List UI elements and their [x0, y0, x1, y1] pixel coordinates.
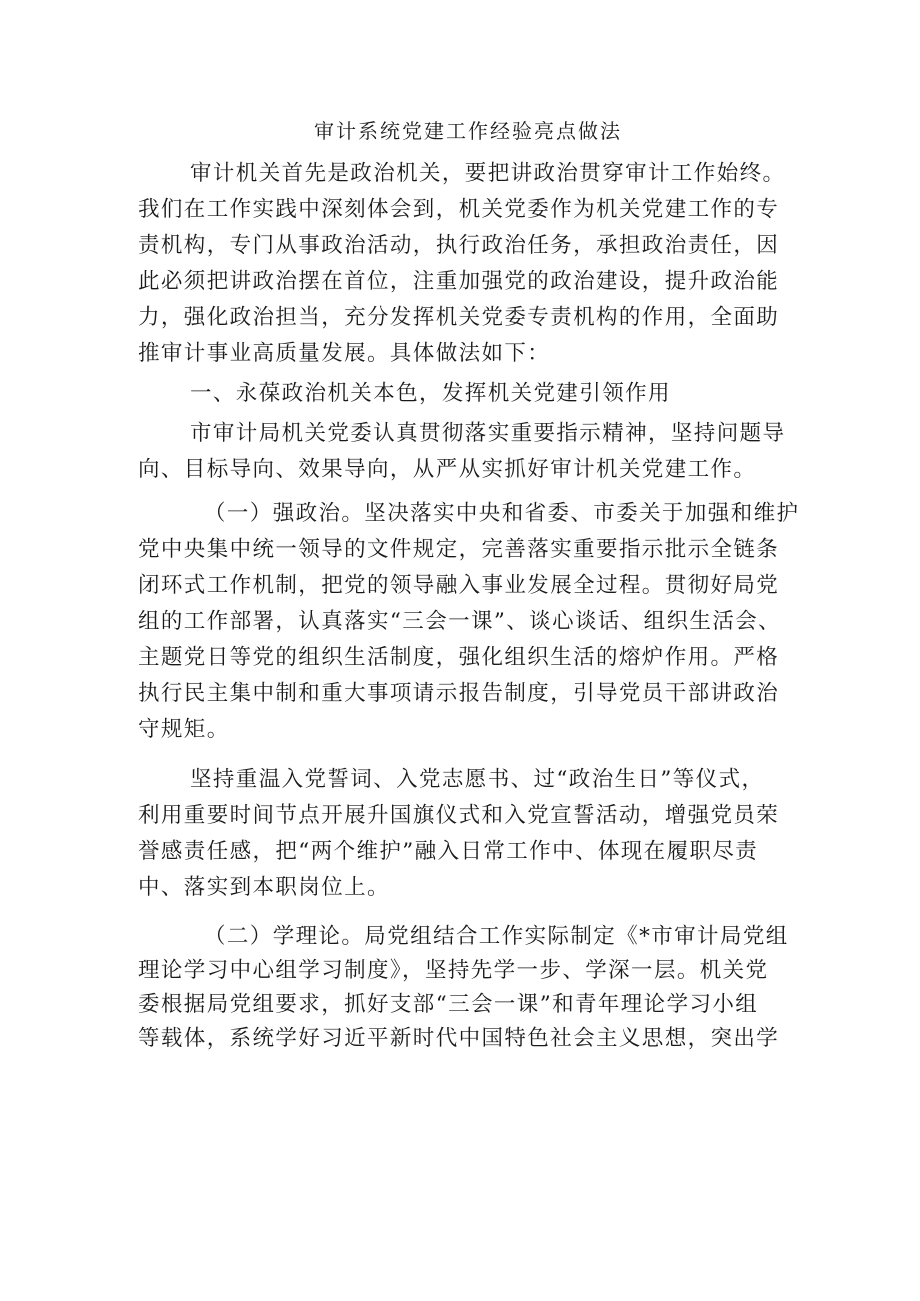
text-line: （一）强政治。坚决落实中央和省委、市委关于加强和维护 [204, 501, 800, 526]
text-line: 执行民主集中制和重大事项请示报告制度，引导党员干部讲政治 [138, 681, 780, 706]
paragraph-section-1-intro [138, 416, 798, 488]
text-line: 组的工作部署，认真落实“三会一课”、谈心谈话、组织生活会、 [138, 609, 782, 634]
document-title: 审计系统党建工作经验亮点做法 [314, 119, 622, 143]
text-line: 责机构，专门从事政治活动，执行政治任务，承担政治责任，因 [138, 233, 780, 258]
text-line: 誉感责任感，把“两个维护”融入日常工作中、体现在履职尽责 [138, 839, 759, 864]
text-line: 坚持重温入党誓词、入党志愿书、过“政治生日”等仪式， [190, 767, 765, 792]
text-line: 推审计事业高质量发展。具体做法如下： [138, 341, 551, 366]
text-line: 主题党日等党的组织生活制度，强化组织生活的熔炉作用。严格 [138, 645, 780, 670]
text-line: 向、目标导向、效果导向，从严从实抓好审计机关党建工作。 [138, 457, 757, 482]
section-heading-text: 一、永葆政治机关本色，发挥机关党建引领作用 [190, 381, 671, 406]
text-line: 审计机关首先是政治机关，要把讲政治贯穿审计工作始终。 [190, 161, 786, 186]
text-line: 此必须把讲政治摆在首位，注重加强党的政治建设，提升政治能 [138, 269, 780, 294]
text-line: 理论学习中心组学习制度》，坚持先学一步、学深一层。机关党 [138, 958, 769, 983]
text-line: 力，强化政治担当，充分发挥机关党委专责机构的作用，全面助 [138, 305, 780, 330]
text-line: 守规矩。 [138, 717, 230, 742]
paragraph-strengthen-politics [138, 496, 798, 748]
paragraph-ceremonies [138, 762, 798, 906]
text-line: 中、落实到本职岗位上。 [138, 875, 390, 900]
text-line: （二）学理论。局党组结合工作实际制定《*市审计局党组 [204, 924, 789, 949]
text-line: 委根据局党组要求，抓好支部“三会一课”和青年理论学习小组 [138, 992, 759, 1017]
text-line: 市审计局机关党委认真贯彻落实重要指示精神，坚持问题导 [190, 421, 786, 446]
paragraph-study-theory [138, 920, 798, 1056]
text-line: 党中央集中统一领导的文件规定，完善落实重要指示批示全链条 [138, 537, 780, 562]
section-heading-1 [138, 376, 798, 412]
text-line: 利用重要时间节点开展升国旗仪式和入党宣誓活动，增强党员荣 [138, 803, 780, 828]
paragraph-intro [138, 156, 798, 372]
document-page [138, 112, 798, 1056]
text-line: 我们在工作实践中深刻体会到，机关党委作为机关党建工作的专 [138, 197, 780, 222]
text-line: 闭环式工作机制，把党的领导融入事业发展全过程。贯彻好局党 [138, 573, 780, 598]
text-line: 等载体，系统学好习近平新时代中国特色社会主义思想，突出学 [138, 1026, 780, 1051]
